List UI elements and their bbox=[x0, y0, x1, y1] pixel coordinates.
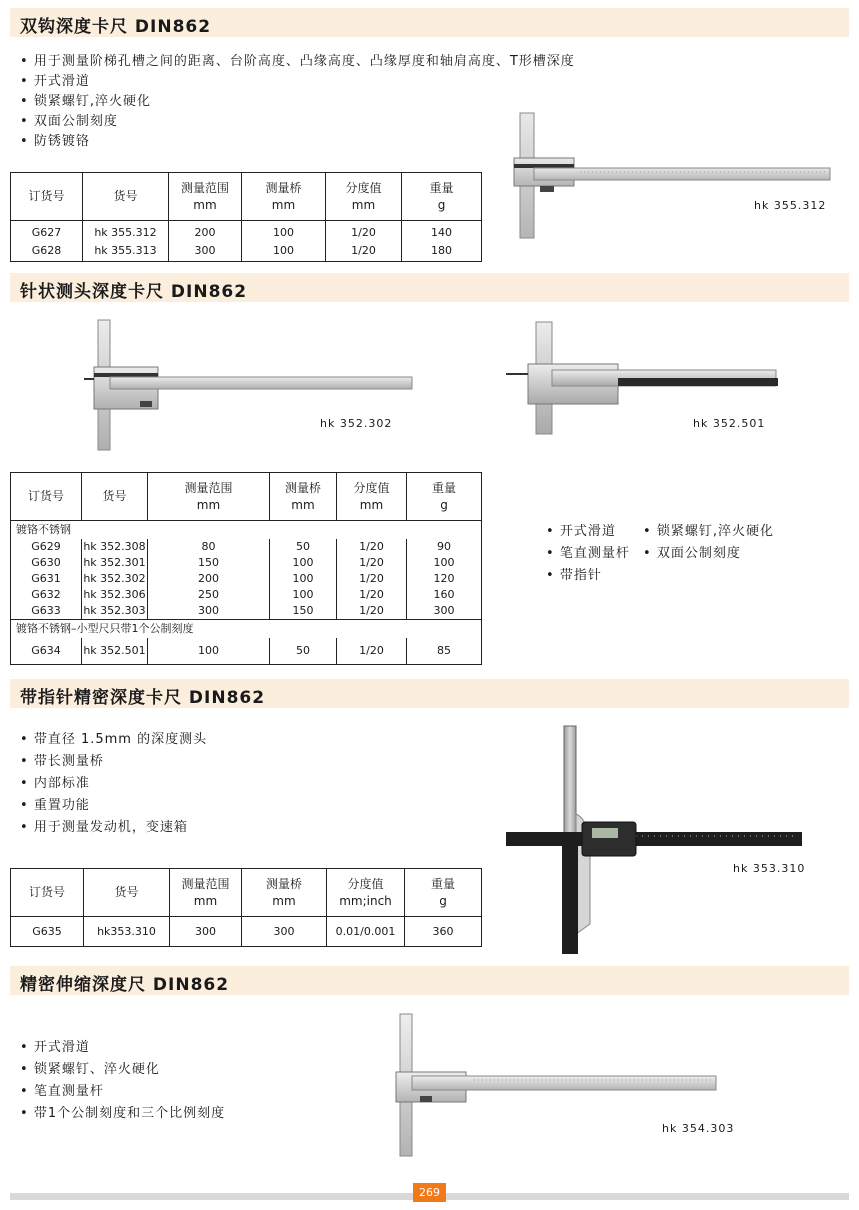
table-cell: hk 352.301 bbox=[83, 556, 146, 569]
table-cell: 100 bbox=[407, 555, 482, 571]
table-cell: G630 bbox=[11, 555, 82, 571]
product-caption: hk 354.303 bbox=[662, 1122, 735, 1135]
section-header-telescopic bbox=[10, 966, 849, 995]
double-hook-caliper-photo bbox=[500, 108, 845, 243]
needle-caliper-photo-left bbox=[80, 315, 420, 455]
feature-item: • 带指针 bbox=[546, 565, 630, 587]
table-row bbox=[11, 603, 482, 620]
feature-list bbox=[20, 729, 207, 839]
table-cell: 镀铬不锈钢–小型尺只带1个公制刻度 bbox=[11, 620, 482, 639]
table-cell: G634 bbox=[11, 638, 82, 664]
feature-item: • 开式滑道 bbox=[20, 72, 575, 92]
table-header bbox=[11, 173, 482, 221]
table-cell: G632 bbox=[11, 587, 82, 603]
table-cell: 300 bbox=[148, 603, 270, 620]
spec-table bbox=[10, 472, 482, 665]
col-header: 测量桥 mm bbox=[242, 173, 326, 221]
table-row bbox=[11, 638, 482, 664]
table-cell: 100 bbox=[242, 221, 326, 242]
col-header: 订货号 bbox=[11, 869, 84, 917]
feature-item: • 笔直测量杆 bbox=[546, 543, 630, 565]
col-header: 货号 bbox=[83, 173, 169, 221]
col-header: 重量 g bbox=[407, 473, 482, 521]
table-cell: 1/20 bbox=[337, 555, 407, 571]
col-header: 货号 bbox=[84, 869, 170, 917]
feature-list bbox=[546, 521, 630, 587]
section-title: 带指针精密深度卡尺 DIN862 bbox=[20, 688, 266, 708]
spec-table bbox=[10, 172, 482, 262]
table-cell: hk 352.303 bbox=[82, 603, 148, 620]
telescopic-depth-caliper-photo bbox=[384, 1010, 724, 1160]
table-cell: 150 bbox=[270, 603, 337, 620]
section-header-dial-precision bbox=[10, 679, 849, 708]
feature-item: • 用于测量发动机，变速箱 bbox=[20, 817, 207, 839]
spec-table bbox=[10, 868, 482, 947]
section-title: 双钩深度卡尺 DIN862 bbox=[20, 17, 212, 37]
col-header: 重量 g bbox=[405, 869, 482, 917]
table-cell: 50 bbox=[270, 638, 337, 664]
feature-list bbox=[643, 521, 774, 565]
table-cell: 300 bbox=[242, 917, 327, 947]
section-header-double-hook bbox=[10, 8, 849, 37]
table-cell: 100 bbox=[270, 587, 337, 603]
feature-item: • 带1个公制刻度和三个比例刻度 bbox=[20, 1103, 225, 1125]
feature-item: • 双面公制刻度 bbox=[20, 112, 575, 132]
feature-item: • 锁紧螺钉,淬火硬化 bbox=[643, 521, 774, 543]
table-cell: 360 bbox=[405, 917, 482, 947]
feature-item: • 用于测量阶梯孔槽之间的距离、台阶高度、凸缘高度、凸缘厚度和轴肩高度、T形槽深度 bbox=[20, 52, 575, 72]
table-row bbox=[11, 555, 482, 571]
table-cell: hk 352.501 bbox=[82, 638, 148, 664]
feature-item: • 开式滑道 bbox=[20, 1037, 225, 1059]
table-cell: hk 352.302 bbox=[83, 572, 146, 585]
group-row bbox=[11, 620, 482, 639]
table-cell: G627 bbox=[11, 221, 83, 242]
table-row bbox=[11, 571, 482, 587]
col-header: 分度值 mm bbox=[337, 473, 407, 521]
product-caption: hk 352.501 bbox=[693, 417, 766, 430]
table-cell: 100 bbox=[270, 555, 337, 571]
table-row bbox=[11, 221, 482, 242]
table-cell: 80 bbox=[148, 539, 270, 555]
table-cell: 1/20 bbox=[326, 221, 402, 242]
table-cell: hk353.310 bbox=[84, 917, 170, 947]
table-row bbox=[11, 917, 482, 947]
digital-depth-caliper-photo bbox=[504, 724, 809, 956]
feature-list bbox=[20, 52, 575, 152]
col-header: 测量范围 mm bbox=[148, 473, 270, 521]
table-cell: G635 bbox=[11, 917, 84, 947]
table-cell: 镀铬不锈钢 bbox=[11, 521, 482, 540]
feature-item: • 开式滑道 bbox=[546, 521, 630, 543]
table-cell: G628 bbox=[11, 241, 83, 261]
col-header: 测量桥 mm bbox=[270, 473, 337, 521]
col-header: 测量范围 mm bbox=[169, 173, 242, 221]
table-cell: 200 bbox=[169, 221, 242, 242]
col-header: 重量 g bbox=[402, 173, 482, 221]
table-cell: hk 352.306 bbox=[83, 588, 146, 601]
table-cell: 0.01/0.001 bbox=[327, 917, 405, 947]
table-cell: 250 bbox=[148, 587, 270, 603]
table-cell: hk 355.312 bbox=[83, 221, 169, 242]
table-cell: 300 bbox=[407, 603, 482, 620]
table-cell: 200 bbox=[148, 571, 270, 587]
table-cell: 100 bbox=[148, 638, 270, 664]
col-header: 测量范围 mm bbox=[170, 869, 242, 917]
feature-list bbox=[20, 1037, 225, 1125]
table-cell: 300 bbox=[170, 917, 242, 947]
table-cell: 85 bbox=[407, 638, 482, 664]
feature-item: • 锁紧螺钉,淬火硬化 bbox=[20, 92, 575, 112]
table-cell: 300 bbox=[169, 241, 242, 261]
section-header-needle-probe bbox=[10, 273, 849, 302]
table-cell: 1/20 bbox=[337, 603, 407, 620]
table-cell: 1/20 bbox=[337, 571, 407, 587]
feature-item: • 带直径 1.5mm 的深度测头 bbox=[20, 729, 207, 751]
product-caption: hk 352.302 bbox=[320, 417, 393, 430]
feature-item: • 双面公制刻度 bbox=[643, 543, 774, 565]
table-cell: 160 bbox=[407, 587, 482, 603]
table-cell: 140 bbox=[402, 221, 482, 242]
col-header: 订货号 bbox=[11, 173, 83, 221]
table-row bbox=[11, 241, 482, 261]
table-row bbox=[11, 539, 482, 555]
feature-item: • 锁紧螺钉、淬火硬化 bbox=[20, 1059, 225, 1081]
table-cell: 50 bbox=[270, 539, 337, 555]
section-title: 精密伸缩深度尺 DIN862 bbox=[20, 975, 230, 995]
table-cell: 180 bbox=[402, 241, 482, 261]
table-cell: hk 355.313 bbox=[83, 241, 169, 261]
col-header: 分度值 mm;inch bbox=[327, 869, 405, 917]
col-header: 分度值 mm bbox=[326, 173, 402, 221]
page-number: 269 bbox=[413, 1183, 446, 1202]
table-cell: 90 bbox=[407, 539, 482, 555]
col-header: 货号 bbox=[82, 473, 148, 521]
feature-item: • 内部标准 bbox=[20, 773, 207, 795]
table-cell: 120 bbox=[407, 571, 482, 587]
table-cell: 100 bbox=[270, 571, 337, 587]
table-row bbox=[11, 587, 482, 603]
table-cell: hk 352.308 bbox=[83, 540, 146, 553]
feature-item: • 带长测量桥 bbox=[20, 751, 207, 773]
col-header: 测量桥 mm bbox=[242, 869, 327, 917]
feature-item: • 重置功能 bbox=[20, 795, 207, 817]
table-cell: G633 bbox=[11, 603, 82, 620]
feature-item: • 防锈镀铬 bbox=[20, 132, 575, 152]
table-cell: 1/20 bbox=[337, 587, 407, 603]
product-caption: hk 353.310 bbox=[733, 862, 806, 875]
table-header bbox=[11, 473, 482, 521]
group-row bbox=[11, 521, 482, 540]
table-cell: G629 bbox=[11, 539, 82, 555]
table-header bbox=[11, 869, 482, 917]
table-cell: 100 bbox=[242, 241, 326, 261]
feature-item: • 笔直测量杆 bbox=[20, 1081, 225, 1103]
table-cell: 1/20 bbox=[337, 539, 407, 555]
col-header: 订货号 bbox=[11, 473, 82, 521]
table-cell: 1/20 bbox=[326, 241, 402, 261]
table-cell: 150 bbox=[148, 555, 270, 571]
table-cell: 1/20 bbox=[337, 638, 407, 664]
product-caption: hk 355.312 bbox=[754, 199, 827, 212]
section-title: 针状测头深度卡尺 DIN862 bbox=[20, 282, 248, 302]
table-cell: G631 bbox=[11, 571, 82, 587]
